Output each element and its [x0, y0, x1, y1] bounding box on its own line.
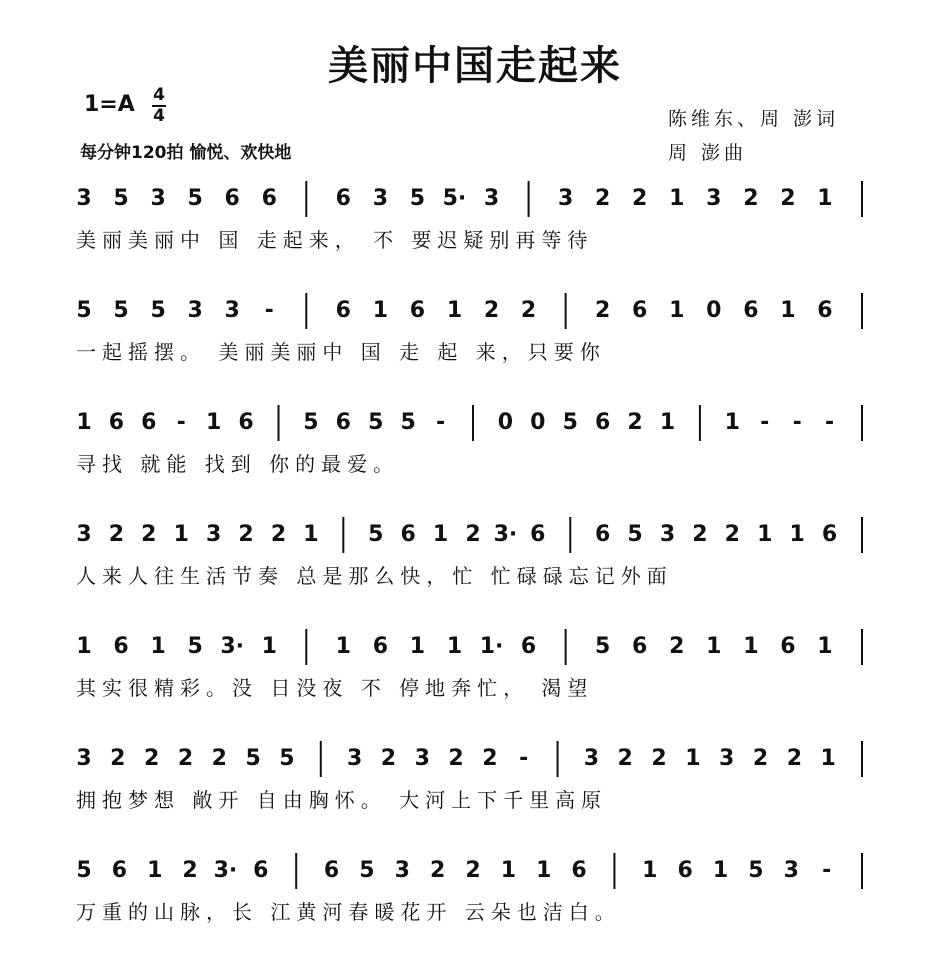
note: 2 — [141, 522, 157, 547]
note: 6 — [335, 410, 351, 435]
lyric-line: 一起摇摆。 美丽美丽中 国 走 起 来，只要你 — [76, 340, 606, 364]
note: 1 — [446, 298, 463, 323]
note: 1· — [479, 634, 504, 659]
note: 0 — [706, 298, 722, 323]
note: 0 — [530, 410, 546, 435]
note: 2 — [465, 522, 481, 547]
note: 5 — [368, 410, 384, 435]
note: 5 — [409, 186, 426, 211]
lyric-line: 人来人往生活节奏 总是那么快，忙 忙碌碌忘记外面 — [76, 564, 673, 588]
note: 6 — [743, 298, 759, 323]
note: 1 — [409, 634, 426, 659]
note: 2 — [724, 522, 740, 547]
note: 5 — [595, 634, 611, 659]
note: 5 — [748, 858, 764, 883]
key-signature: 1=A — [84, 92, 135, 117]
note: 2 — [520, 298, 537, 323]
note: 3 — [557, 186, 574, 211]
note: 1 — [76, 410, 92, 435]
note: 6 — [108, 410, 125, 435]
note: 6 — [111, 858, 128, 883]
note: 3 — [783, 858, 799, 883]
note: 5 — [627, 522, 643, 547]
note: 6 — [530, 522, 546, 547]
hold-dash: - — [176, 410, 186, 435]
note: 6 — [335, 298, 351, 323]
note: 3 — [346, 746, 363, 771]
note: 5 — [368, 522, 384, 547]
lyric-line: 拥抱梦想 敞开 自由胸怀。 大河上下千里高原 — [76, 788, 608, 812]
note: 2 — [483, 298, 500, 323]
note: 6 — [595, 410, 611, 435]
note: 5 — [187, 634, 203, 659]
hold-dash: - — [264, 298, 274, 323]
lyricist-credit: 陈维东、周 澎词 — [668, 108, 840, 130]
note: 6 — [141, 410, 157, 435]
note: 6 — [595, 522, 611, 547]
note: 2 — [380, 746, 397, 771]
note: 5 — [113, 186, 129, 211]
note: 6 — [113, 634, 129, 659]
lyric-line: 万重的山脉，长 江黄河春暖花开 云朵也洁白。 — [76, 900, 621, 924]
note: 5 — [187, 186, 203, 211]
note: 6 — [372, 634, 389, 659]
note: 6 — [400, 522, 416, 547]
note: 1 — [536, 858, 552, 883]
hold-dash: - — [436, 410, 446, 435]
note: 3 — [706, 186, 722, 211]
note: 3 — [372, 186, 389, 211]
note: 5 — [359, 858, 375, 883]
note: 2 — [617, 746, 633, 771]
note: 1 — [724, 410, 740, 435]
note: 6 — [677, 858, 693, 883]
lyric-line: 其实很精彩。没 日没夜 不 停地奔忙， 渴望 — [76, 676, 594, 700]
note: 2 — [743, 186, 759, 211]
note: 3 — [719, 746, 735, 771]
note: 2 — [448, 746, 464, 771]
note: 1 — [712, 858, 729, 883]
note: 1 — [335, 634, 351, 659]
note: 5 — [113, 298, 129, 323]
note: 6 — [238, 410, 254, 435]
note: 5 — [279, 746, 295, 771]
note: 6 — [409, 298, 426, 323]
note: 2 — [429, 858, 446, 883]
note: 1 — [706, 634, 722, 659]
note: 1 — [820, 746, 836, 771]
hold-dash: - — [519, 746, 529, 771]
note: 1 — [669, 298, 685, 323]
note: 2 — [108, 522, 125, 547]
note: 6 — [253, 858, 269, 883]
note: 6 — [780, 634, 796, 659]
note: 3 — [187, 298, 203, 323]
note: 2 — [465, 858, 481, 883]
note: 3 — [224, 298, 240, 323]
note: 5 — [562, 410, 578, 435]
note: 2 — [270, 522, 287, 547]
note: 2 — [627, 410, 643, 435]
note: 2 — [669, 634, 685, 659]
note: 2 — [482, 746, 498, 771]
tempo-marking: 每分钟120拍 愉悦、欢快地 — [80, 143, 292, 163]
hold-dash: - — [825, 410, 835, 435]
note: 1 — [685, 746, 701, 771]
note: 2 — [595, 186, 611, 211]
note: 3 — [583, 746, 600, 771]
note: 1 — [206, 410, 222, 435]
note: 1 — [432, 522, 449, 547]
time-signature-top: 4 — [153, 85, 165, 105]
note: 2 — [692, 522, 708, 547]
note: 3 — [76, 746, 92, 771]
note: 2 — [182, 858, 198, 883]
composer-credit: 周 澎曲 — [668, 142, 748, 164]
note: 3 — [76, 522, 92, 547]
note: 1 — [76, 634, 92, 659]
note: 1 — [446, 634, 463, 659]
note: 5 — [400, 410, 416, 435]
note: 6 — [817, 298, 833, 323]
note: 1 — [757, 522, 773, 547]
note: 1 — [372, 298, 389, 323]
note: 5· — [442, 186, 467, 211]
note: 3 — [150, 186, 166, 211]
note: 3· — [213, 858, 238, 883]
note: 6 — [821, 522, 838, 547]
note: 5 — [150, 298, 166, 323]
note: 1 — [669, 186, 685, 211]
note: 2 — [595, 298, 611, 323]
note: 6 — [632, 634, 648, 659]
note: 3 — [414, 746, 430, 771]
time-signature-bottom: 4 — [153, 106, 165, 126]
note: 5 — [245, 746, 261, 771]
note: 2 — [177, 746, 194, 771]
note: 3 — [76, 186, 92, 211]
hold-dash: - — [792, 410, 802, 435]
note: 1 — [173, 522, 189, 547]
note: 1 — [500, 858, 517, 883]
note: 1 — [659, 410, 676, 435]
note: 6 — [335, 186, 351, 211]
note: 5 — [76, 858, 92, 883]
note: 1 — [789, 522, 805, 547]
note: 1 — [150, 634, 166, 659]
lyric-line: 寻找 就能 找到 你的最爱。 — [76, 452, 400, 476]
note: 3 — [659, 522, 676, 547]
song-title: 美丽中国走起来 — [328, 43, 622, 89]
note: 6 — [224, 186, 240, 211]
note: 6 — [323, 858, 340, 883]
note: 1 — [303, 522, 319, 547]
note: 1 — [642, 858, 658, 883]
hold-dash: - — [822, 858, 832, 883]
note: 1 — [261, 634, 277, 659]
note: 6 — [632, 298, 648, 323]
note: 3 — [206, 522, 222, 547]
note: 2 — [110, 746, 126, 771]
note: 2 — [238, 522, 254, 547]
note: 6 — [520, 634, 537, 659]
note: 2 — [143, 746, 160, 771]
note: 3· — [220, 634, 245, 659]
note: 1 — [780, 298, 796, 323]
note: 3· — [493, 522, 518, 547]
note: 5 — [76, 298, 92, 323]
note: 2 — [752, 746, 769, 771]
hold-dash: - — [760, 410, 770, 435]
note: 1 — [817, 186, 833, 211]
note: 1 — [147, 858, 163, 883]
note: 1 — [743, 634, 759, 659]
note: 5 — [303, 410, 319, 435]
note: 2 — [786, 746, 803, 771]
note: 1 — [817, 634, 833, 659]
lyric-line: 美丽美丽中 国 走起来， 不 要迟疑别再等待 — [76, 228, 594, 252]
note: 6 — [261, 186, 277, 211]
note: 2 — [211, 746, 227, 771]
note: 2 — [780, 186, 796, 211]
note: 0 — [497, 410, 514, 435]
note: 3 — [394, 858, 410, 883]
note: 6 — [571, 858, 587, 883]
note: 3 — [483, 186, 500, 211]
note: 2 — [632, 186, 648, 211]
note: 2 — [651, 746, 667, 771]
